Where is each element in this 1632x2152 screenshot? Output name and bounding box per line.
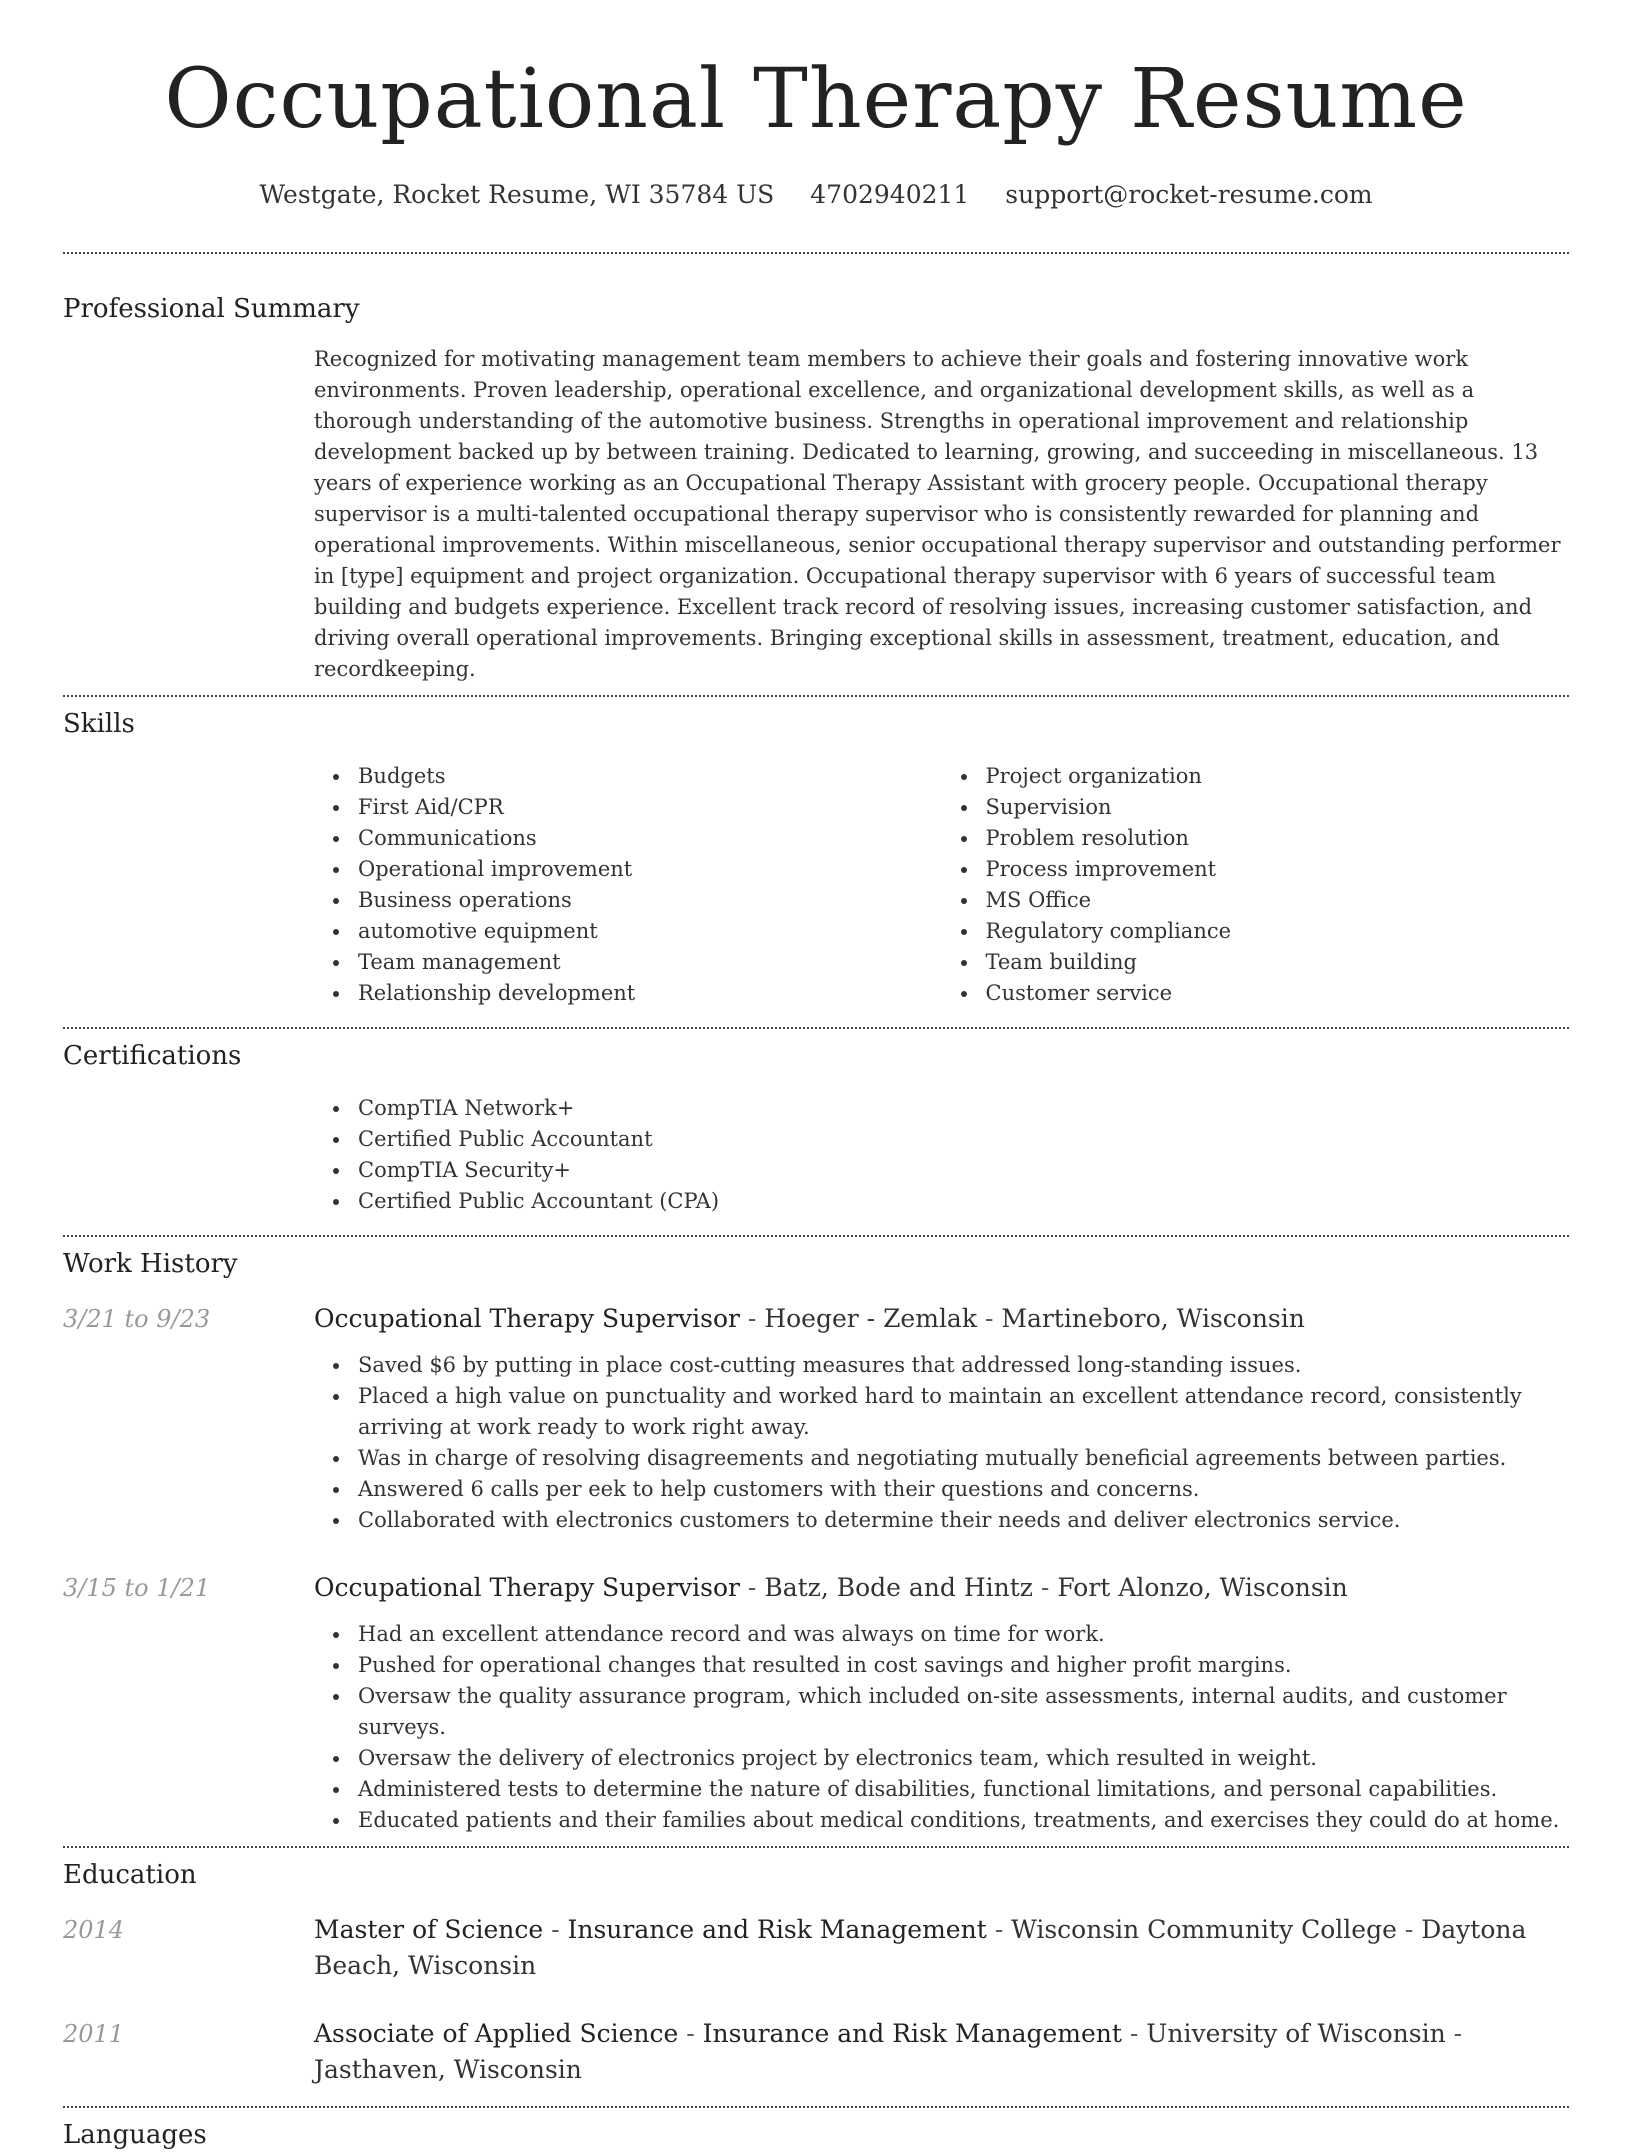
contact-phone: 4702940211: [810, 180, 970, 209]
job-location: Martineboro, Wisconsin: [1001, 1304, 1305, 1333]
skill-item: Operational improvement: [358, 854, 942, 885]
section-title-education: Education: [63, 1860, 197, 1890]
job-bullet: Was in charge of resolving disagreements and negotiating mutually beneficial agreements between parties.: [358, 1443, 1569, 1474]
certification-item: Certified Public Accountant: [358, 1124, 1569, 1155]
skill-item: Customer service: [986, 978, 1570, 1009]
section-title-summary: Professional Summary: [63, 294, 360, 324]
divider: [63, 2106, 1569, 2108]
skill-item: Team building: [986, 947, 1570, 978]
education-section: [63, 1858, 1569, 2088]
languages-section: [63, 2118, 1569, 2152]
skill-item: First Aid/CPR: [358, 792, 942, 823]
education-location: Daytona Beach, Wisconsin: [314, 1915, 1527, 1980]
skill-item: Budgets: [358, 761, 942, 792]
education-school: University of Wisconsin: [1146, 2019, 1446, 2048]
contact-line: [0, 178, 1632, 212]
job-bullet: Educated patients and their families about medical conditions, treatments, and exercises they could do at home.: [358, 1805, 1569, 1836]
section-title-certifications: Certifications: [63, 1041, 242, 1071]
job-bullet: Oversaw the delivery of electronics project by electronics team, which resulted in weight.: [358, 1743, 1569, 1774]
education-school: Wisconsin Community College: [1011, 1915, 1397, 1944]
certification-item: Certified Public Accountant (CPA): [358, 1186, 1569, 1217]
job-bullet: Saved $6 by putting in place cost-cutting measures that addressed long-standing issues.: [358, 1350, 1569, 1381]
skill-item: MS Office: [986, 885, 1570, 916]
skills-list-left: [314, 761, 942, 1009]
job-title-line: Occupational Therapy Supervisor - Batz, Bode and Hintz - Fort Alonzo, Wisconsin: [314, 1573, 1348, 1602]
education-entry: [63, 2016, 1569, 2088]
summary-text: Recognized for motivating management team members to achieve their goals and fostering innovative work environments. Proven leadership, operational excellence, and organizational development skills, as well as a thorough understanding of the automotive business. Strengths in operational improvement and relationship development backed up by between training. Dedicated to learning, growing, and succeeding in miscellaneous. 13 years of experience working as an Occupational Therapy Assistant with grocery people. Occupational therapy supervisor is a multi-talented occupational therapy supervisor who is consistently rewarded for planning and operational improvements. Within miscellaneous, senior occupational therapy supervisor and outstanding performer in [type] equipment and project organization. Occupational therapy supervisor with 6 years of successful team building and budgets experience. Excellent track record of resolving issues, increasing customer satisfaction, and driving overall operational improvements. Bringing exceptional skills in assessment, treatment, education, and recordkeeping.: [314, 347, 1561, 681]
job-location: Fort Alonzo, Wisconsin: [1057, 1573, 1348, 1602]
job-entry: [63, 1570, 1569, 1836]
education-entry: [63, 1912, 1569, 1984]
job-bullet: Collaborated with electronics customers to determine their needs and deliver electronics service.: [358, 1505, 1569, 1536]
certification-item: CompTIA Network+: [358, 1093, 1569, 1124]
job-bullet: Had an excellent attendance record and was always on time for work.: [358, 1619, 1569, 1650]
skill-item: Problem resolution: [986, 823, 1570, 854]
job-bullet: Administered tests to determine the nature of disabilities, functional limitations, and personal capabilities.: [358, 1774, 1569, 1805]
skills-section: [63, 707, 1569, 1009]
skill-item: Team management: [358, 947, 942, 978]
education-field: Insurance and Risk Management: [567, 1915, 987, 1944]
education-year: 2014: [63, 1916, 125, 1944]
certifications-content: [314, 1093, 1569, 1217]
contact-address: Westgate, Rocket Resume, WI 35784 US: [259, 180, 775, 209]
education-title-line: Associate of Applied Science - Insurance and Risk Management - University of Wisconsin - Jasthaven, Wisconsin: [314, 2019, 1463, 2084]
job-bullets: [314, 1350, 1569, 1536]
job-entry: [63, 1301, 1569, 1536]
job-company: Hoeger - Zemlak: [764, 1304, 977, 1333]
skills-columns: [314, 761, 1569, 1009]
job-company: Batz, Bode and Hintz: [764, 1573, 1033, 1602]
job-bullet: Oversaw the quality assurance program, which included on-site assessments, internal audits, and customer surveys.: [358, 1681, 1569, 1743]
certifications-section: [63, 1039, 1569, 1217]
skill-item: Communications: [358, 823, 942, 854]
skill-item: Relationship development: [358, 978, 942, 1009]
skill-item: Regulatory compliance: [986, 916, 1570, 947]
skill-item: automotive equipment: [358, 916, 942, 947]
section-title-languages: Languages: [63, 2120, 207, 2150]
divider: [63, 1027, 1569, 1029]
education-year: 2011: [63, 2020, 125, 2048]
job-position: Occupational Therapy Supervisor: [314, 1573, 740, 1602]
work-history-section: [63, 1247, 1569, 1836]
skill-item: Business operations: [358, 885, 942, 916]
education-location: Jasthaven, Wisconsin: [314, 2055, 582, 2084]
job-bullet: Placed a high value on punctuality and worked hard to maintain an excellent attendance record, consistently arriving at work ready to work right away.: [358, 1381, 1569, 1443]
summary-content: [314, 344, 1569, 685]
job-body: [314, 1570, 1569, 1836]
contact-email: support@rocket-resume.com: [1005, 180, 1373, 209]
education-title-line: Master of Science - Insurance and Risk Management - Wisconsin Community College - Daytona Beach, Wisconsin: [314, 1915, 1527, 1980]
certification-item: CompTIA Security+: [358, 1155, 1569, 1186]
divider: [63, 252, 1569, 254]
skills-list-right: [942, 761, 1570, 1009]
education-degree: Master of Science: [314, 1915, 544, 1944]
divider: [63, 1846, 1569, 1848]
job-bullet: Pushed for operational changes that resulted in cost savings and higher profit margins.: [358, 1650, 1569, 1681]
summary-section: [63, 292, 1569, 685]
divider: [63, 1235, 1569, 1237]
job-bullet: Answered 6 calls per eek to help customers with their questions and concerns.: [358, 1474, 1569, 1505]
resume-name: Occupational Therapy Resume: [164, 52, 1468, 147]
section-title-work-history: Work History: [63, 1249, 238, 1279]
divider: [63, 695, 1569, 697]
job-bullets: [314, 1619, 1569, 1836]
skill-item: Process improvement: [986, 854, 1570, 885]
certifications-list: [314, 1093, 1569, 1217]
education-field: Insurance and Risk Management: [702, 2019, 1122, 2048]
job-position: Occupational Therapy Supervisor: [314, 1304, 740, 1333]
skill-item: Project organization: [986, 761, 1570, 792]
job-dates: 3/15 to 1/21: [63, 1574, 211, 1602]
resume-header: [0, 0, 1632, 212]
job-dates: 3/21 to 9/23: [63, 1305, 211, 1333]
job-title-line: Occupational Therapy Supervisor - Hoeger - Zemlak - Martineboro, Wisconsin: [314, 1304, 1305, 1333]
education-degree: Associate of Applied Science: [314, 2019, 679, 2048]
job-body: [314, 1301, 1569, 1536]
section-title-skills: Skills: [63, 709, 135, 739]
skill-item: Supervision: [986, 792, 1570, 823]
